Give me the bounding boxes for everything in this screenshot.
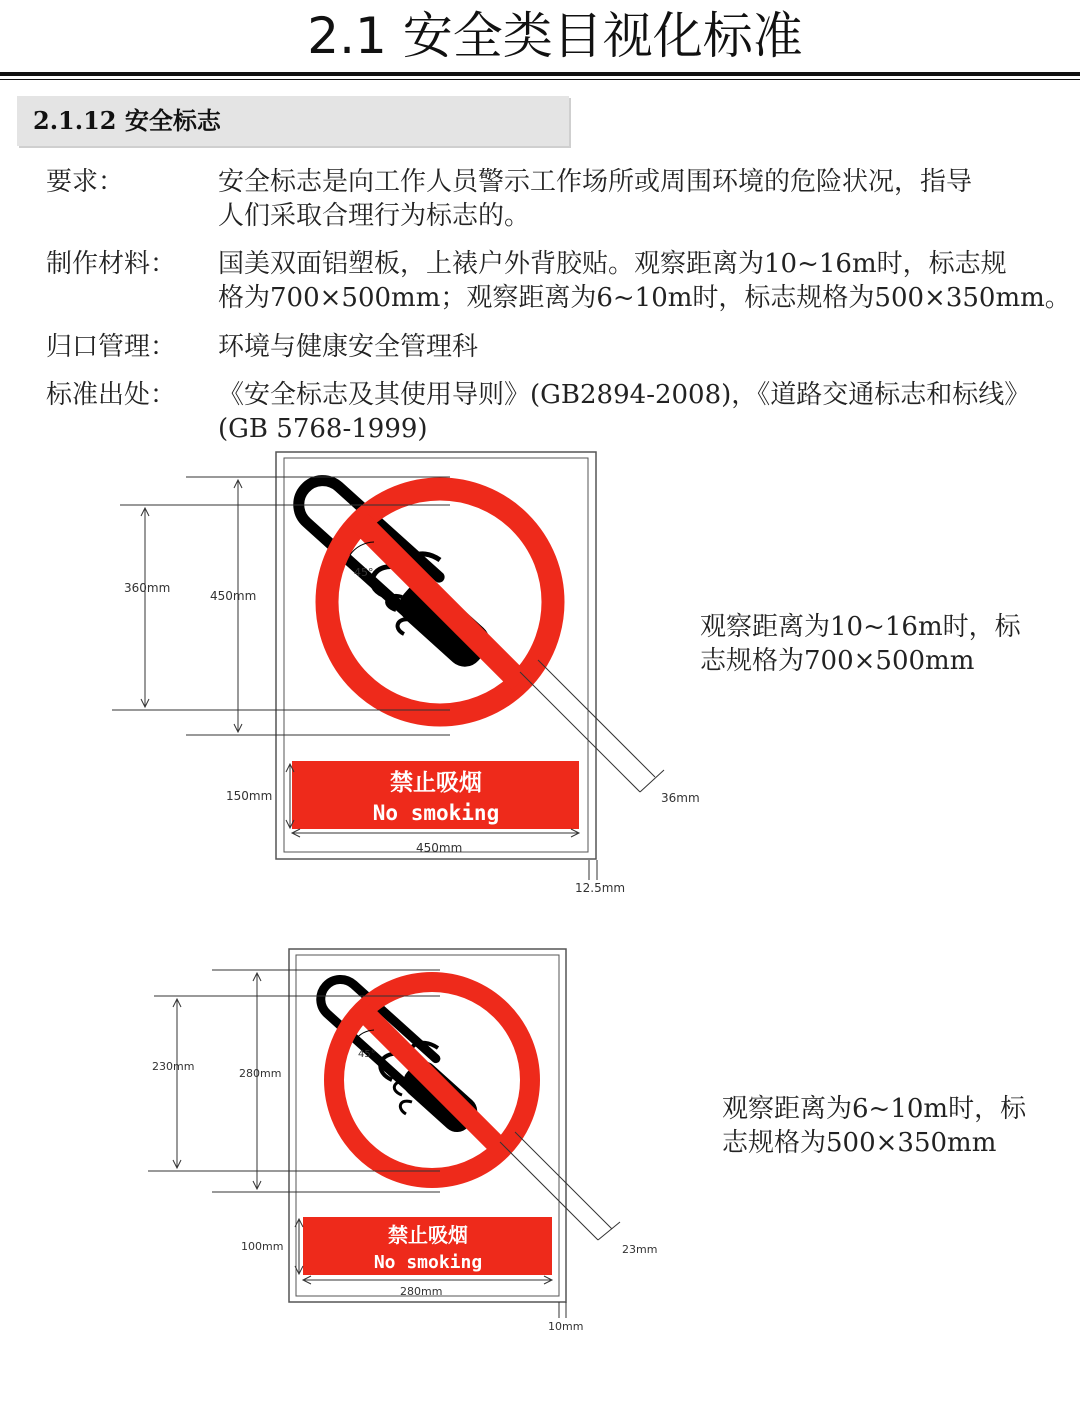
dim-circle-outer-label: 450mm	[210, 589, 257, 603]
dim-circle-outer-label: 280mm	[239, 1067, 282, 1080]
dim-circle-inner-label: 230mm	[152, 1060, 195, 1073]
dim-width-label: 280mm	[400, 1285, 443, 1298]
dim-margin-label: 10mm	[548, 1320, 584, 1333]
field-label-standard: 标准出处：	[46, 380, 177, 410]
field-label-material: 制作材料：	[46, 249, 177, 279]
angle-label: 45°	[354, 566, 374, 579]
title-rule-thin	[0, 79, 1080, 80]
field-value-requirement-line2: 人们采取合理行为标志的。	[218, 201, 531, 231]
spec-note-large-line1: 观察距离为10~16m时，标	[700, 612, 1021, 642]
spec-note-small-line2: 志规格为500×350mm	[722, 1128, 997, 1158]
spec-note-large-line2: 志规格为700×500mm	[700, 646, 975, 676]
field-value-material-line2: 格为700×500mm；观察距离为6~10m时，标志规格为500×350mm。	[218, 283, 1071, 313]
dim-text-height-label: 100mm	[241, 1240, 284, 1253]
field-value-management: 环境与健康安全管理科	[218, 332, 479, 362]
dim-bar-label: 36mm	[661, 791, 700, 805]
dim-width-label: 450mm	[416, 841, 463, 855]
angle-label: 45°	[358, 1049, 376, 1060]
dim-margin-label: 12.5mm	[575, 881, 626, 895]
field-value-requirement-line1: 安全标志是向工作人员警示工作场所或周围环境的危险状况，指导	[218, 167, 973, 197]
field-label-requirement: 要求：	[46, 167, 125, 197]
dim-text-height-label: 150mm	[226, 789, 273, 803]
field-value-standard-line1: 《安全标志及其使用导则》(GB2894-2008)，《道路交通标志和标线》	[218, 380, 1031, 410]
dim-circle-inner-label: 360mm	[124, 581, 171, 595]
sign-text-en: No smoking	[372, 801, 500, 825]
field-value-standard-line2: (GB 5768-1999)	[218, 414, 428, 444]
no-smoking-symbol	[309, 971, 530, 1178]
section-title: 2.1.12 安全标志	[33, 106, 221, 135]
field-label-management: 归口管理：	[46, 332, 177, 362]
spec-note-small-line1: 观察距离为6~10m时，标	[722, 1094, 1027, 1124]
no-smoking-symbol	[285, 471, 553, 715]
sign-text-en: No smoking	[373, 1252, 483, 1273]
title-rule	[0, 72, 1080, 76]
page-title: 2.1 安全类目视化标准	[307, 7, 803, 65]
sign-text-cn: 禁止吸烟	[388, 1223, 468, 1247]
dim-bar-label: 23mm	[622, 1243, 658, 1256]
sign-text-cn: 禁止吸烟	[390, 770, 482, 796]
field-value-material-line1: 国美双面铝塑板，上裱户外背胶贴。观察距离为10~16m时，标志规	[218, 249, 1007, 279]
section-header	[17, 96, 569, 146]
